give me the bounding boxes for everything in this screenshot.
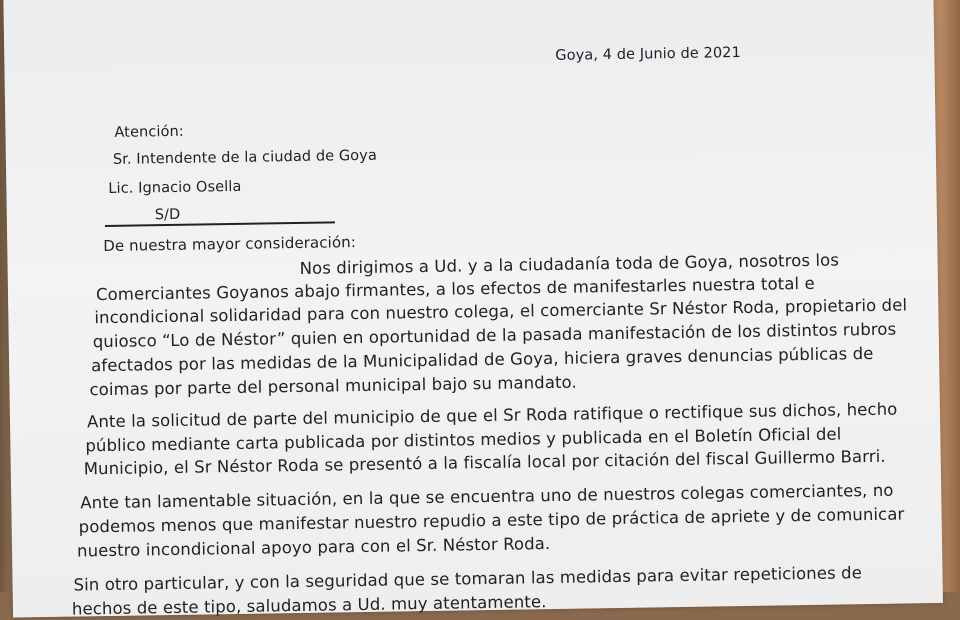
paragraph-1-line: coimas por parte del personal municipal bajo su mandato. — [89, 372, 577, 400]
recipient-title: Sr. Intendente de la ciudad de Goya — [112, 147, 378, 168]
paragraph-1-line: Nos dirigimos a Ud. y a la ciudadanía toda de Goya, nosotros los — [299, 250, 840, 278]
paragraph-4-line: hechos de este tipo, saludamos a Ud. muy atentamente. — [71, 592, 547, 619]
letter-date: Goya, 4 de Junio de 2021 — [555, 44, 741, 64]
paragraph-1-line: Comerciantes Goyanos abajo firmantes, a los efectos de manifestarles nuestra total e — [95, 273, 815, 305]
paragraph-1-line: afectados por las medidas de la Municipalidad de Goya, hiciera graves denuncias públicas de — [90, 343, 874, 376]
paragraph-3-line: Ante tan lamentable situación, en la que se encuentra uno de nuestros colegas comerciantes, no — [80, 480, 894, 513]
paragraph-2-line: público mediante carta publicada por distintos medios y publicada en el Boletín Oficial del — [85, 424, 842, 456]
paragraph-1-line: incondicional solidaridad para con nuestro colega, el comerciante Sr Néstor Roda, propietario del — [94, 295, 908, 328]
paragraph-3-line: podemos menos que manifestar nuestro repudio a este tipo de práctica de apriete y de comunicar — [78, 504, 905, 537]
paragraph-3-line: nuestro incondicional apoyo para con el Sr. Néstor Roda. — [76, 534, 551, 561]
sd-label: S/D — [154, 206, 181, 224]
sd-underline — [105, 221, 335, 226]
attention-label: Atención: — [114, 123, 184, 141]
paragraph-1-line: quiosco “Lo de Néstor” quien en oportunidad de la pasada manifestación de los distintos rubros — [92, 319, 897, 352]
recipient-name: Lic. Ignacio Osella — [108, 178, 242, 197]
paragraph-4-line: Sin otro particular, y con la seguridad que se tomaran las medidas para evitar repeticiones de — [73, 563, 863, 595]
paragraph-2-line: Municipio, el Sr Néstor Roda se presentó a la fiscalía local por citación del fiscal Guillermo Barri. — [83, 446, 886, 479]
paragraph-2-line: Ante la solicitud de parte del municipio de que el Sr Roda ratifique o rectifique sus dichos, hecho — [86, 399, 898, 432]
letter-page — [3, 0, 943, 618]
salutation: De nuestra mayor consideración: — [103, 233, 357, 256]
